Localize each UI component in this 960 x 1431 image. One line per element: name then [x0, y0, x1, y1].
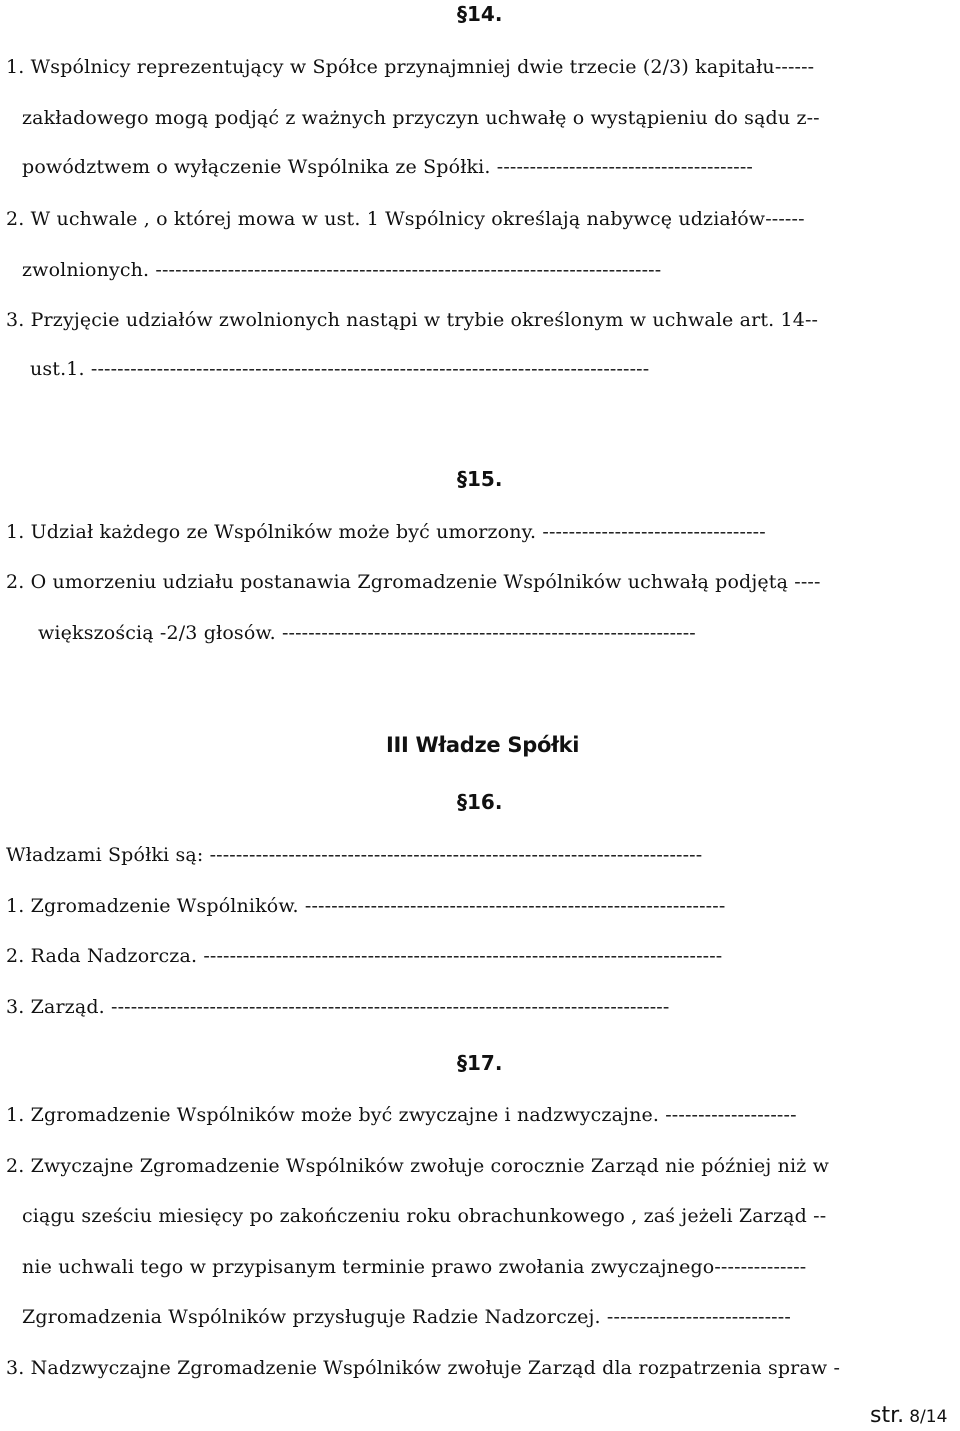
s15-line-2: 2. O umorzeniu udziału postanawia Zgromadzenie Wspólników uchwałą podjętą ---- [6, 571, 821, 593]
s17-line-4: nie uchwali tego w przypisanym terminie prawo zwołania zwyczajnego-------------- [22, 1256, 807, 1278]
section-15-heading: §15. [457, 467, 503, 491]
s16-line-1: Władzami Spółki są: --------------------------------------------------------------------------- [6, 844, 703, 866]
page-number-value: 8/14 [909, 1407, 948, 1427]
page-number-prefix: str. [870, 1403, 905, 1428]
s17-line-6: 3. Nadzwyczajne Zgromadzenie Wspólników zwołuje Zarząd dla rozpatrzenia spraw - [6, 1357, 841, 1379]
page-number [870, 1403, 947, 1428]
s15-line-3: większością -2/3 głosów. --------------------------------------------------------------- [38, 622, 696, 644]
s17-line-5: Zgromadzenia Wspólników przysługuje Radzie Nadzorczej. ---------------------------- [22, 1306, 791, 1328]
chapter-title: III Władze Spółki [386, 733, 580, 757]
s17-line-2: 2. Zwyczajne Zgromadzenie Wspólników zwołuje corocznie Zarząd nie później niż w [6, 1155, 829, 1177]
s14-line-4: 2. W uchwale , o której mowa w ust. 1 Wspólnicy określają nabywcę udziałów------ [6, 208, 805, 230]
s14-line-7: ust.1. ------------------------------------------------------------------------------------- [30, 358, 650, 380]
section-14-heading: §14. [457, 2, 503, 26]
s15-line-1: 1. Udział każdego ze Wspólników może być umorzony. ---------------------------------- [6, 521, 766, 543]
section-16-heading: §16. [457, 790, 503, 814]
section-17-heading: §17. [457, 1051, 503, 1075]
s17-line-1: 1. Zgromadzenie Wspólników może być zwyczajne i nadzwyczajne. -------------------- [6, 1104, 797, 1126]
s16-line-2: 1. Zgromadzenie Wspólników. ---------------------------------------------------------------- [6, 895, 726, 917]
s14-line-3: powództwem o wyłączenie Wspólnika ze Spółki. --------------------------------------- [22, 156, 753, 178]
s16-line-4: 3. Zarząd. ------------------------------------------------------------------------------------- [6, 996, 670, 1018]
s14-line-6: 3. Przyjęcie udziałów zwolnionych nastąpi w trybie określonym w uchwale art. 14-- [6, 309, 819, 331]
s14-line-1: 1. Wspólnicy reprezentujący w Spółce przynajmniej dwie trzecie (2/3) kapitału------ [6, 56, 815, 78]
s14-line-2: zakładowego mogą podjąć z ważnych przyczyn uchwałę o wystąpieniu do sądu z-- [22, 107, 820, 129]
s14-line-5: zwolnionych. ----------------------------------------------------------------------------- [22, 259, 662, 281]
s16-line-3: 2. Rada Nadzorcza. ------------------------------------------------------------------------------- [6, 945, 723, 967]
s17-line-3: ciągu sześciu miesięcy po zakończeniu roku obrachunkowego , zaś jeżeli Zarząd -- [22, 1205, 827, 1227]
